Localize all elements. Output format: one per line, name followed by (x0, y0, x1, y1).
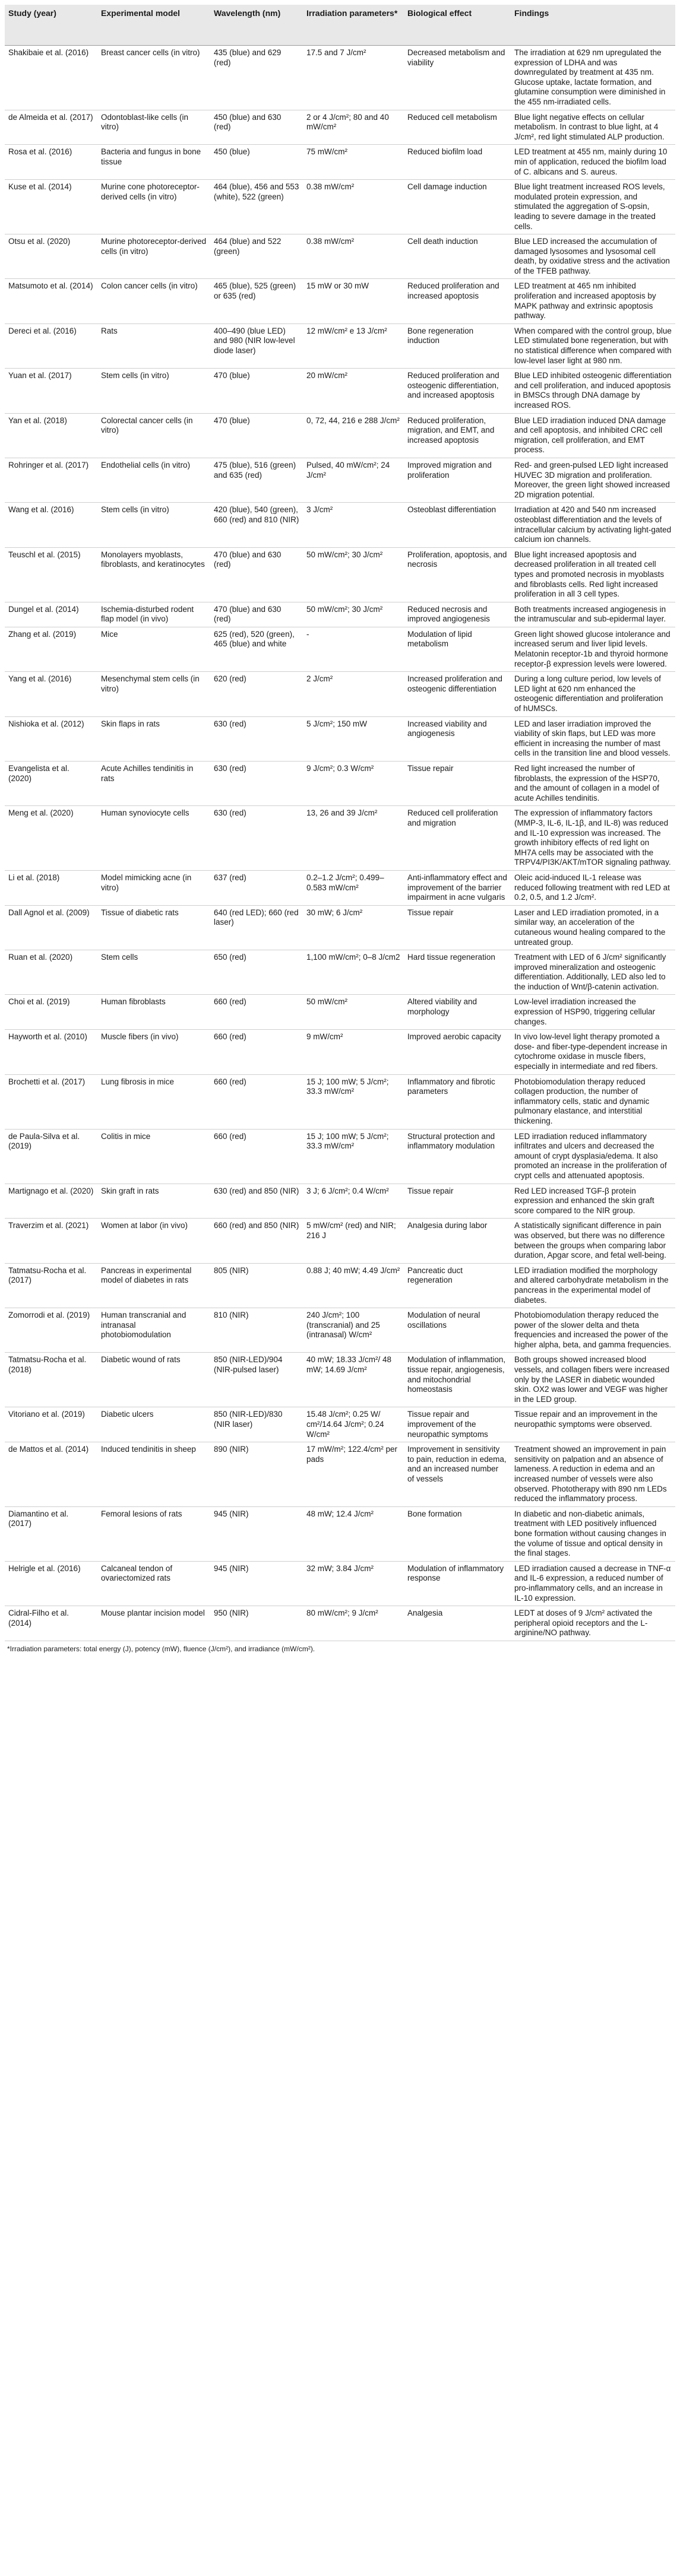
cell-irradiation-parameters: 17 mW/m²; 122.4/cm² per pads (303, 1442, 404, 1507)
cell-biological-effect: Reduced cell metabolism (404, 110, 511, 145)
cell-findings: Tissue repair and an improvement in the neuropathic symptoms were observed. (511, 1407, 675, 1442)
cell-experimental-model: Acute Achilles tendinitis in rats (97, 762, 210, 806)
table-row (5, 1030, 675, 1074)
cell-irradiation-parameters: 0.2–1.2 J/cm²; 0.499–0.583 mW/cm² (303, 870, 404, 905)
cell-experimental-model: Human synoviocyte cells (97, 806, 210, 871)
cell-findings: LED irradiation modified the morphology and altered carbohydrate metabolism in the pancreas in the experimental model of diabetes. (511, 1263, 675, 1308)
cell-biological-effect: Osteoblast differentiation (404, 503, 511, 547)
table-row (5, 806, 675, 871)
cell-experimental-model: Tissue of diabetic rats (97, 905, 210, 950)
cell-irradiation-parameters: 20 mW/cm² (303, 369, 404, 413)
header-experimental-model: Experimental model (97, 5, 210, 46)
cell-wavelength: 465 (blue), 525 (green) or 635 (red) (210, 279, 303, 323)
cell-biological-effect: Modulation of inflammatory response (404, 1561, 511, 1606)
cell-experimental-model: Odontoblast-like cells (in vitro) (97, 110, 210, 145)
cell-wavelength: 850 (NIR-LED)/904 (NIR-pulsed laser) (210, 1353, 303, 1407)
cell-study: Hayworth et al. (2010) (5, 1030, 97, 1074)
cell-experimental-model: Muscle fibers (in vivo) (97, 1030, 210, 1074)
cell-experimental-model: Induced tendinitis in sheep (97, 1442, 210, 1507)
cell-irradiation-parameters: - (303, 627, 404, 671)
cell-findings: The irradiation at 629 nm upregulated the expression of LDHA and was downregulated by treatment at 435 nm. Glucose uptake, lactate formation, and glutamine consumption were diminished in the 455 nm-irradiated cells. (511, 46, 675, 110)
cell-experimental-model: Mice (97, 627, 210, 671)
cell-biological-effect: Increased proliferation and osteogenic differentiation (404, 672, 511, 716)
table-row (5, 145, 675, 180)
cell-wavelength: 660 (red) (210, 1129, 303, 1184)
cell-study: Dereci et al. (2016) (5, 323, 97, 368)
cell-wavelength: 850 (NIR-LED)/830 (NIR laser) (210, 1407, 303, 1442)
cell-irradiation-parameters: 75 mW/cm² (303, 145, 404, 180)
cell-wavelength: 450 (blue) and 630 (red) (210, 110, 303, 145)
cell-wavelength: 470 (blue) (210, 413, 303, 458)
cell-biological-effect: Pancreatic duct regeneration (404, 1263, 511, 1308)
cell-wavelength: 420 (blue), 540 (green), 660 (red) and 810 (NIR) (210, 503, 303, 547)
cell-experimental-model: Mouse plantar incision model (97, 1606, 210, 1641)
cell-wavelength: 450 (blue) (210, 145, 303, 180)
table-body (5, 46, 675, 1641)
cell-wavelength: 950 (NIR) (210, 1606, 303, 1641)
cell-experimental-model: Human fibroblasts (97, 995, 210, 1030)
cell-study: Wang et al. (2016) (5, 503, 97, 547)
cell-study: Vitoriano et al. (2019) (5, 1407, 97, 1442)
table-row (5, 905, 675, 950)
cell-wavelength: 640 (red LED); 660 (red laser) (210, 905, 303, 950)
cell-wavelength: 660 (red) (210, 995, 303, 1030)
table-row (5, 1219, 675, 1263)
cell-findings: Treatment showed an improvement in pain sensitivity on palpation and an absence of lameness. A reduction in edema and an increased number of vessels were also observed. Phototherapy with 890 nm LEDs reduced the inflammatory process. (511, 1442, 675, 1507)
cell-irradiation-parameters: Pulsed, 40 mW/cm²; 24 J/cm² (303, 458, 404, 502)
header-row (5, 5, 675, 46)
table-row (5, 1263, 675, 1308)
cell-findings: Blue LED irradiation induced DNA damage and cell apoptosis, and inhibited CRC cell migration, cell proliferation, and EMT process. (511, 413, 675, 458)
cell-irradiation-parameters: 2 or 4 J/cm²; 80 and 40 mW/cm² (303, 110, 404, 145)
cell-wavelength: 805 (NIR) (210, 1263, 303, 1308)
cell-findings: Irradiation at 420 and 540 nm increased osteoblast differentiation and the levels of intracellular calcium by activating light-gated calcium ion channels. (511, 503, 675, 547)
cell-wavelength: 637 (red) (210, 870, 303, 905)
cell-biological-effect: Reduced proliferation and osteogenic differentiation, and increased apoptosis (404, 369, 511, 413)
cell-findings: Both groups showed increased blood vessels, and collagen fibers were increased only by the LASER in diabetic wounded skin. OX2 was lower and VEGF was higher in the LED group. (511, 1353, 675, 1407)
cell-irradiation-parameters: 15 J; 100 mW; 5 J/cm²; 33.3 mW/cm² (303, 1074, 404, 1129)
table-row (5, 995, 675, 1030)
cell-irradiation-parameters: 48 mW; 12.4 J/cm² (303, 1506, 404, 1561)
cell-wavelength: 630 (red) (210, 716, 303, 761)
cell-wavelength: 464 (blue) and 522 (green) (210, 234, 303, 279)
cell-irradiation-parameters: 40 mW; 18.33 J/cm²/ 48 mW; 14.69 J/cm² (303, 1353, 404, 1407)
cell-wavelength: 625 (red), 520 (green), 465 (blue) and white (210, 627, 303, 671)
table-row (5, 672, 675, 716)
cell-experimental-model: Lung fibrosis in mice (97, 1074, 210, 1129)
cell-biological-effect: Modulation of lipid metabolism (404, 627, 511, 671)
table-row (5, 950, 675, 995)
cell-findings: Photobiomodulation therapy reduced collagen production, the number of inflammatory cells, static and dynamic pulmonary elastance, and interstitial thickening. (511, 1074, 675, 1129)
cell-biological-effect: Reduced cell proliferation and migration (404, 806, 511, 871)
cell-study: Tatmatsu-Rocha et al. (2018) (5, 1353, 97, 1407)
cell-experimental-model: Femoral lesions of rats (97, 1506, 210, 1561)
table-row (5, 279, 675, 323)
cell-biological-effect: Analgesia during labor (404, 1219, 511, 1263)
cell-wavelength: 945 (NIR) (210, 1506, 303, 1561)
cell-wavelength: 660 (red) (210, 1030, 303, 1074)
cell-experimental-model: Breast cancer cells (in vitro) (97, 46, 210, 110)
cell-biological-effect: Improved migration and proliferation (404, 458, 511, 502)
cell-study: Brochetti et al. (2017) (5, 1074, 97, 1129)
cell-wavelength: 464 (blue), 456 and 553 (white), 522 (green) (210, 180, 303, 234)
cell-experimental-model: Ischemia-disturbed rodent flap model (in vivo) (97, 602, 210, 627)
table-row (5, 762, 675, 806)
studies-table (5, 5, 675, 1641)
cell-study: Evangelista et al. (2020) (5, 762, 97, 806)
cell-findings: LED irradiation reduced inflammatory infiltrates and ulcers and decreased the amount of crypt dysplasia/edema. It also promoted an increase in the proliferation of crypt cells and attenuated apoptosis. (511, 1129, 675, 1184)
cell-irradiation-parameters: 0.38 mW/cm² (303, 180, 404, 234)
cell-study: Nishioka et al. (2012) (5, 716, 97, 761)
cell-findings: Low-level irradiation increased the expression of HSP90, triggering cellular changes. (511, 995, 675, 1030)
cell-biological-effect: Increased viability and angiogenesis (404, 716, 511, 761)
cell-experimental-model: Model mimicking acne (in vitro) (97, 870, 210, 905)
cell-experimental-model: Bacteria and fungus in bone tissue (97, 145, 210, 180)
cell-study: de Almeida et al. (2017) (5, 110, 97, 145)
cell-wavelength: 890 (NIR) (210, 1442, 303, 1507)
cell-study: de Mattos et al. (2014) (5, 1442, 97, 1507)
cell-experimental-model: Skin flaps in rats (97, 716, 210, 761)
table-row (5, 1442, 675, 1507)
cell-irradiation-parameters: 0.88 J; 40 mW; 4.49 J/cm² (303, 1263, 404, 1308)
cell-biological-effect: Altered viability and morphology (404, 995, 511, 1030)
cell-biological-effect: Proliferation, apoptosis, and necrosis (404, 547, 511, 602)
cell-study: Helrigle et al. (2016) (5, 1561, 97, 1606)
cell-irradiation-parameters: 3 J/cm² (303, 503, 404, 547)
cell-irradiation-parameters: 0, 72, 44, 216 e 288 J/cm² (303, 413, 404, 458)
cell-study: Yang et al. (2016) (5, 672, 97, 716)
cell-findings: A statistically significant difference in pain was observed, but there was no difference between the groups when comparing labor duration, Apgar score, and fetal well-being. (511, 1219, 675, 1263)
cell-study: Ruan et al. (2020) (5, 950, 97, 995)
cell-wavelength: 475 (blue), 516 (green) and 635 (red) (210, 458, 303, 502)
cell-irradiation-parameters: 12 mW/cm² e 13 J/cm² (303, 323, 404, 368)
cell-irradiation-parameters: 17.5 and 7 J/cm² (303, 46, 404, 110)
cell-findings: Photobiomodulation therapy reduced the power of the slower delta and theta frequencies and increased the power of the higher alpha, beta, and gamma frequencies. (511, 1308, 675, 1353)
table-row (5, 627, 675, 671)
table-row (5, 547, 675, 602)
cell-experimental-model: Diabetic ulcers (97, 1407, 210, 1442)
cell-wavelength: 470 (blue) (210, 369, 303, 413)
cell-findings: LED irradiation caused a decrease in TNF-α and IL-6 expression, a reduced number of pro-inflammatory cells, and an increase in IL-10 expression. (511, 1561, 675, 1606)
cell-wavelength: 650 (red) (210, 950, 303, 995)
cell-wavelength: 945 (NIR) (210, 1561, 303, 1606)
cell-irradiation-parameters: 50 mW/cm²; 30 J/cm² (303, 602, 404, 627)
cell-study: Dungel et al. (2014) (5, 602, 97, 627)
cell-study: Matsumoto et al. (2014) (5, 279, 97, 323)
cell-findings: The expression of inflammatory factors (MMP-3, IL-6, IL-1β, and IL-8) was reduced and IL-10 expression was increased. The growth inhibitory effects of red light on MH7A cells may be associated with the TRPV4/PI3K/AKT/mTOR signaling pathway. (511, 806, 675, 871)
cell-wavelength: 435 (blue) and 629 (red) (210, 46, 303, 110)
cell-findings: Red light increased the number of fibroblasts, the expression of the HSP70, and the amount of collagen in a model of acute Achilles tendinitis. (511, 762, 675, 806)
table-header (5, 5, 675, 46)
cell-experimental-model: Pancreas in experimental model of diabetes in rats (97, 1263, 210, 1308)
cell-biological-effect: Decreased metabolism and viability (404, 46, 511, 110)
cell-wavelength: 630 (red) (210, 762, 303, 806)
cell-study: de Paula-Silva et al. (2019) (5, 1129, 97, 1184)
table-row (5, 1606, 675, 1641)
cell-biological-effect: Cell damage induction (404, 180, 511, 234)
cell-findings: In diabetic and non-diabetic animals, treatment with LED positively influenced bone formation without causing changes in the volume of tissue and optical density in the final stages. (511, 1506, 675, 1561)
table-row (5, 323, 675, 368)
table-row (5, 503, 675, 547)
table-row (5, 46, 675, 110)
cell-study: Teuschl et al. (2015) (5, 547, 97, 602)
cell-biological-effect: Hard tissue regeneration (404, 950, 511, 995)
cell-findings: Red- and green-pulsed LED light increased HUVEC 3D migration and proliferation. Moreover, the green light showed increased 2D migration potential. (511, 458, 675, 502)
cell-study: Traverzim et al. (2021) (5, 1219, 97, 1263)
table-row (5, 602, 675, 627)
cell-experimental-model: Diabetic wound of rats (97, 1353, 210, 1407)
cell-irradiation-parameters: 5 mW/cm² (red) and NIR; 216 J (303, 1219, 404, 1263)
cell-experimental-model: Stem cells (in vitro) (97, 503, 210, 547)
cell-irradiation-parameters: 3 J; 6 J/cm²; 0.4 W/cm² (303, 1184, 404, 1219)
cell-irradiation-parameters: 30 mW; 6 J/cm² (303, 905, 404, 950)
cell-experimental-model: Stem cells (in vitro) (97, 369, 210, 413)
cell-study: Choi et al. (2019) (5, 995, 97, 1030)
cell-experimental-model: Endothelial cells (in vitro) (97, 458, 210, 502)
cell-biological-effect: Bone regeneration induction (404, 323, 511, 368)
cell-wavelength: 620 (red) (210, 672, 303, 716)
cell-experimental-model: Human transcranial and intranasal photobiomodulation (97, 1308, 210, 1353)
table-row (5, 234, 675, 279)
cell-experimental-model: Colorectal cancer cells (in vitro) (97, 413, 210, 458)
table-row (5, 1129, 675, 1184)
cell-irradiation-parameters: 15 mW or 30 mW (303, 279, 404, 323)
table-row (5, 1353, 675, 1407)
cell-experimental-model: Calcaneal tendon of ovariectomized rats (97, 1561, 210, 1606)
cell-irradiation-parameters: 0.38 mW/cm² (303, 234, 404, 279)
cell-wavelength: 470 (blue) and 630 (red) (210, 602, 303, 627)
cell-study: Yan et al. (2018) (5, 413, 97, 458)
cell-biological-effect: Tissue repair and improvement of the neuropathic symptoms (404, 1407, 511, 1442)
cell-biological-effect: Reduced proliferation, migration, and EMT, and increased apoptosis (404, 413, 511, 458)
cell-biological-effect: Structural protection and inflammatory modulation (404, 1129, 511, 1184)
cell-study: Meng et al. (2020) (5, 806, 97, 871)
cell-experimental-model: Women at labor (in vivo) (97, 1219, 210, 1263)
cell-biological-effect: Tissue repair (404, 762, 511, 806)
table-row (5, 1308, 675, 1353)
cell-study: Cidral-Filho et al. (2014) (5, 1606, 97, 1641)
cell-findings: Green light showed glucose intolerance and increased serum and liver lipid levels. Melatonin receptor-1b and thyroid hormone receptor-β expression levels were lowered. (511, 627, 675, 671)
cell-experimental-model: Skin graft in rats (97, 1184, 210, 1219)
cell-findings: During a long culture period, low levels of LED light at 620 nm enhanced the osteogenic differentiation and proliferation of hUMSCs. (511, 672, 675, 716)
cell-wavelength: 660 (red) (210, 1074, 303, 1129)
cell-study: Zhang et al. (2019) (5, 627, 97, 671)
header-biological-effect: Biological effect (404, 5, 511, 46)
cell-wavelength: 400–490 (blue LED) and 980 (NIR low-level diode laser) (210, 323, 303, 368)
cell-study: Rosa et al. (2016) (5, 145, 97, 180)
cell-biological-effect: Cell death induction (404, 234, 511, 279)
table-row (5, 1561, 675, 1606)
cell-study: Tatmatsu-Rocha et al. (2017) (5, 1263, 97, 1308)
table-row (5, 180, 675, 234)
cell-biological-effect: Tissue repair (404, 905, 511, 950)
cell-wavelength: 660 (red) and 850 (NIR) (210, 1219, 303, 1263)
cell-experimental-model: Colitis in mice (97, 1129, 210, 1184)
cell-irradiation-parameters: 50 mW/cm² (303, 995, 404, 1030)
table-row (5, 110, 675, 145)
cell-irradiation-parameters: 50 mW/cm²; 30 J/cm² (303, 547, 404, 602)
cell-irradiation-parameters: 15.48 J/cm²; 0.25 W/ cm²/14.64 J/cm²; 0.24 W/cm² (303, 1407, 404, 1442)
cell-study: Otsu et al. (2020) (5, 234, 97, 279)
cell-irradiation-parameters: 80 mW/cm²; 9 J/cm² (303, 1606, 404, 1641)
cell-biological-effect: Reduced biofilm load (404, 145, 511, 180)
cell-findings: Both treatments increased angiogenesis in the intramuscular and sub-epidermal layer. (511, 602, 675, 627)
cell-experimental-model: Rats (97, 323, 210, 368)
cell-wavelength: 630 (red) (210, 806, 303, 871)
cell-biological-effect: Modulation of inflammation, tissue repair, angiogenesis, and mitochondrial homeostasis (404, 1353, 511, 1407)
cell-findings: Treatment with LED of 6 J/cm² significantly improved mineralization and osteogenic differentiation. Additionally, LED also led to the induction of Wnt/β-catenin activation. (511, 950, 675, 995)
cell-experimental-model: Monolayers myoblasts, fibroblasts, and keratinocytes (97, 547, 210, 602)
cell-wavelength: 630 (red) and 850 (NIR) (210, 1184, 303, 1219)
cell-biological-effect: Tissue repair (404, 1184, 511, 1219)
cell-biological-effect: Improved aerobic capacity (404, 1030, 511, 1074)
cell-findings: LED treatment at 455 nm, mainly during 10 min of application, reduced the biofilm load of C. albicans and S. aureus. (511, 145, 675, 180)
cell-study: Kuse et al. (2014) (5, 180, 97, 234)
cell-biological-effect: Improvement in sensitivity to pain, reduction in edema, and an increased number of vessels (404, 1442, 511, 1507)
cell-study: Shakibaie et al. (2016) (5, 46, 97, 110)
cell-biological-effect: Reduced necrosis and improved angiogenesis (404, 602, 511, 627)
cell-study: Martignago et al. (2020) (5, 1184, 97, 1219)
cell-irradiation-parameters: 9 mW/cm² (303, 1030, 404, 1074)
header-study: Study (year) (5, 5, 97, 46)
cell-study: Li et al. (2018) (5, 870, 97, 905)
cell-experimental-model: Mesenchymal stem cells (in vitro) (97, 672, 210, 716)
table-row (5, 1506, 675, 1561)
table-row (5, 458, 675, 502)
table-row (5, 369, 675, 413)
cell-findings: Laser and LED irradiation promoted, in a similar way, an acceleration of the cutaneous wound healing compared to the untreated group. (511, 905, 675, 950)
cell-findings: LEDT at doses of 9 J/cm² activated the peripheral opioid receptors and the L-arginine/NO pathway. (511, 1606, 675, 1641)
cell-irradiation-parameters: 32 mW; 3.84 J/cm² (303, 1561, 404, 1606)
cell-biological-effect: Reduced proliferation and increased apoptosis (404, 279, 511, 323)
cell-biological-effect: Anti-inflammatory effect and improvement of the barrier impairment in acne vulgaris (404, 870, 511, 905)
table-row (5, 1184, 675, 1219)
cell-experimental-model: Murine cone photoreceptor-derived cells (in vitro) (97, 180, 210, 234)
cell-findings: Blue LED inhibited osteogenic differentiation and cell proliferation, and induced apoptosis in BMSCs through DNA damage by increased ROS. (511, 369, 675, 413)
cell-findings: When compared with the control group, blue LED stimulated bone regeneration, but with no statistical difference when compared with low-level laser light at 980 nm. (511, 323, 675, 368)
cell-findings: Blue light treatment increased ROS levels, modulated protein expression, and stimulated the aggregation of S-opsin, leading to severe damage in the treated cells. (511, 180, 675, 234)
cell-biological-effect: Inflammatory and fibrotic parameters (404, 1074, 511, 1129)
cell-findings: LED treatment at 465 nm inhibited proliferation and increased apoptosis by MAPK pathway and extrinsic apoptosis pathway. (511, 279, 675, 323)
cell-irradiation-parameters: 2 J/cm² (303, 672, 404, 716)
cell-irradiation-parameters: 5 J/cm²; 150 mW (303, 716, 404, 761)
cell-wavelength: 810 (NIR) (210, 1308, 303, 1353)
header-findings: Findings (511, 5, 675, 46)
table-row (5, 716, 675, 761)
cell-study: Diamantino et al. (2017) (5, 1506, 97, 1561)
table-row (5, 1074, 675, 1129)
cell-findings: In vivo low-level light therapy promoted a dose- and fiber-type-dependent increase in cytochrome oxidase in muscle fibers, especially in intermediate and red fibers. (511, 1030, 675, 1074)
cell-experimental-model: Stem cells (97, 950, 210, 995)
cell-biological-effect: Bone formation (404, 1506, 511, 1561)
cell-experimental-model: Murine photoreceptor-derived cells (in vitro) (97, 234, 210, 279)
header-irradiation-parameters: Irradiation parameters* (303, 5, 404, 46)
cell-study: Yuan et al. (2017) (5, 369, 97, 413)
table-row (5, 1407, 675, 1442)
cell-findings: Blue LED increased the accumulation of damaged lysosomes and lysosomal cell death, by oxidative stress and the activation of the TFEB pathway. (511, 234, 675, 279)
cell-findings: LED and laser irradiation improved the viability of skin flaps, but LED was more efficient in increasing the number of mast cells in the transition line and blood vessels. (511, 716, 675, 761)
cell-wavelength: 470 (blue) and 630 (red) (210, 547, 303, 602)
cell-experimental-model: Colon cancer cells (in vitro) (97, 279, 210, 323)
cell-findings: Blue light increased apoptosis and decreased proliferation in all treated cell types and promoted necrosis in myoblasts and fibroblasts cells. Red light increased proliferation in all 3 cell types. (511, 547, 675, 602)
cell-study: Rohringer et al. (2017) (5, 458, 97, 502)
cell-findings: Oleic acid-induced IL-1 release was reduced following treatment with red LED at 0.2, 0.5, and 1.2 J/cm². (511, 870, 675, 905)
cell-biological-effect: Modulation of neural oscillations (404, 1308, 511, 1353)
table-row (5, 870, 675, 905)
cell-irradiation-parameters: 240 J/cm²; 100 (transcranial) and 25 (intranasal) W/cm² (303, 1308, 404, 1353)
cell-irradiation-parameters: 15 J; 100 mW; 5 J/cm²; 33.3 mW/cm² (303, 1129, 404, 1184)
cell-biological-effect: Analgesia (404, 1606, 511, 1641)
table-footnote: *Irradiation parameters: total energy (J), potency (mW), fluence (J/cm²), and irradiance (mW/cm²). (7, 1644, 315, 1653)
cell-findings: Red LED increased TGF-β protein expression and enhanced the skin graft score compared to the NIR group. (511, 1184, 675, 1219)
cell-study: Zomorrodi et al. (2019) (5, 1308, 97, 1353)
cell-irradiation-parameters: 9 J/cm²; 0.3 W/cm² (303, 762, 404, 806)
cell-irradiation-parameters: 1,100 mW/cm²; 0–8 J/cm2 (303, 950, 404, 995)
cell-study: Dall Agnol et al. (2009) (5, 905, 97, 950)
cell-irradiation-parameters: 13, 26 and 39 J/cm² (303, 806, 404, 871)
cell-findings: Blue light negative effects on cellular metabolism. In contrast to blue light, at 4 J/cm², red light stimulated ALP production. (511, 110, 675, 145)
table-row (5, 413, 675, 458)
header-wavelength: Wavelength (nm) (210, 5, 303, 46)
